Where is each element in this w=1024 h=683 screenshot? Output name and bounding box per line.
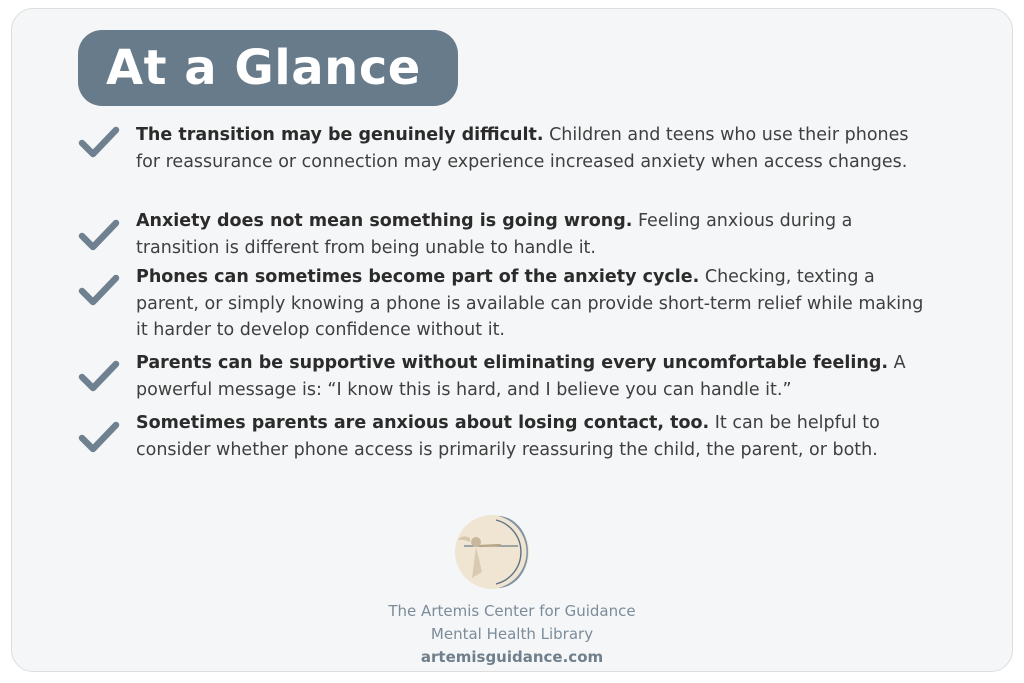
- checkmark-icon: [78, 359, 120, 393]
- list-item-heading: Anxiety does not mean something is going wrong.: [136, 211, 633, 231]
- list-item-heading: Parents can be supportive without eliminating every uncomfortable feeling.: [136, 353, 889, 373]
- archer-moon-logo: [452, 512, 532, 592]
- list-item-text: [136, 122, 926, 175]
- list-item-body: It can be helpful to consider whether phone access is primarily reassuring the child, the parent, or both.: [136, 413, 880, 460]
- list-item-text: [136, 264, 926, 344]
- checkmark-icon: [78, 125, 120, 159]
- list-item-text: [136, 208, 926, 261]
- list-item-heading: Phones can sometimes become part of the anxiety cycle.: [136, 267, 700, 287]
- title-banner: [78, 30, 458, 106]
- page-title: At a Glance: [106, 40, 421, 96]
- list-item-body: Checking, texting a parent, or simply knowing a phone is available can provide short-term relief while making it harder to develop confidence without it.: [136, 267, 924, 340]
- list-item-heading: Sometimes parents are anxious about losing contact, too.: [136, 413, 710, 433]
- footer-library: Mental Health Library: [430, 625, 594, 643]
- list-item-body: Children and teens who use their phones for reassurance or connection may experience increased anxiety when access changes.: [136, 125, 909, 172]
- footer-website-link[interactable]: artemisguidance.com: [420, 648, 604, 666]
- checkmark-icon: [78, 273, 120, 307]
- footer-organization: The Artemis Center for Guidance: [388, 602, 636, 620]
- list-item-text: [136, 350, 926, 403]
- list-item-body: Feeling anxious during a transition is different from being unable to handle it.: [136, 211, 853, 258]
- list-item-heading: The transition may be genuinely difficult.: [136, 125, 544, 145]
- list-item-text: [136, 410, 926, 463]
- checkmark-icon: [78, 218, 120, 252]
- checkmark-icon: [78, 420, 120, 454]
- list-item-body: A powerful message is: “I know this is hard, and I believe you can handle it.”: [136, 353, 906, 400]
